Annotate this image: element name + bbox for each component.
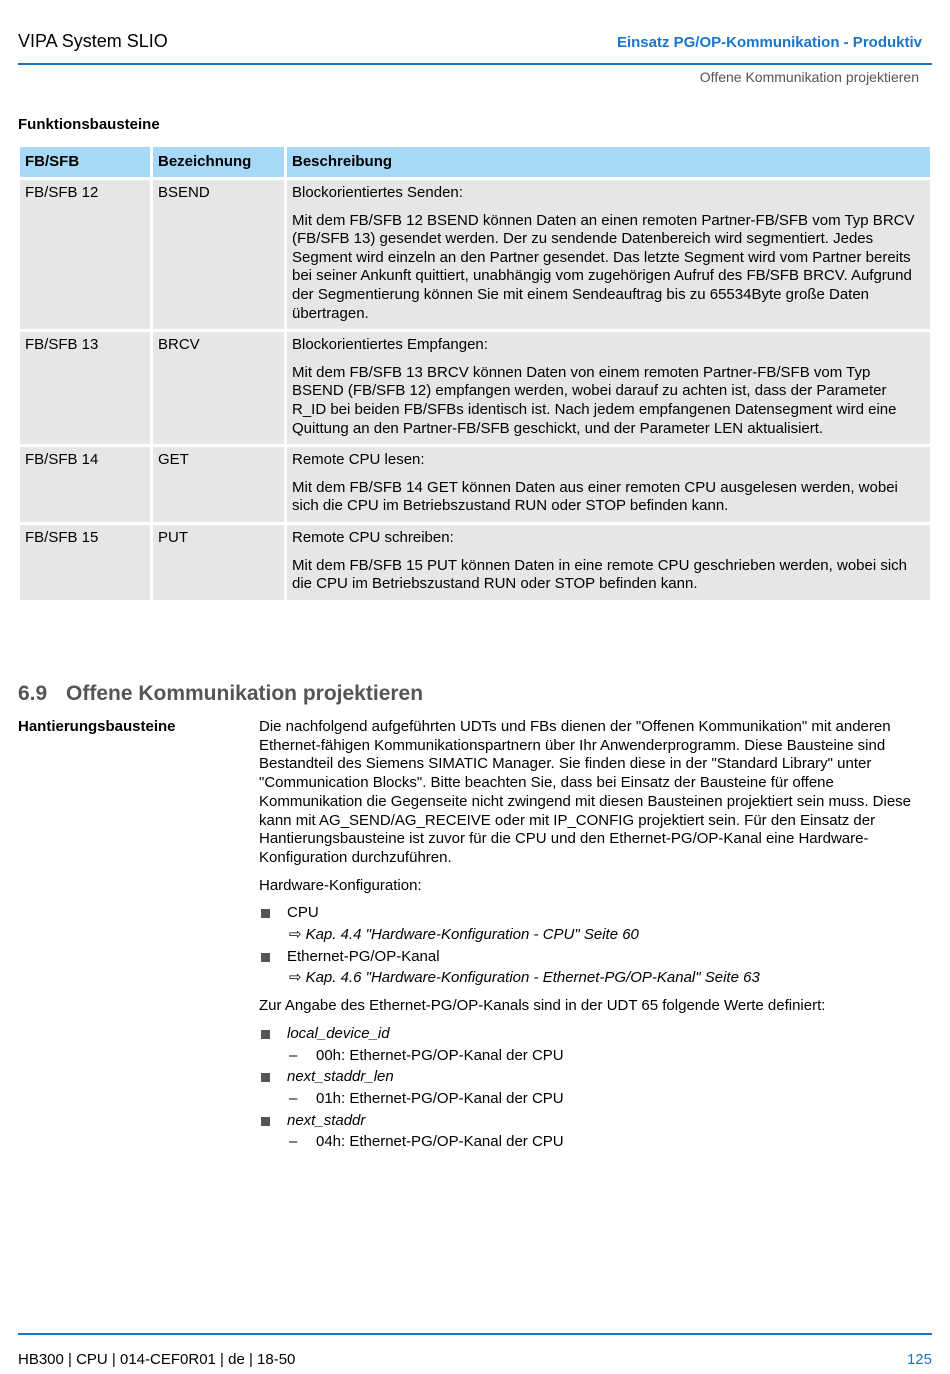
- side-label: Hantierungsbausteine: [18, 718, 176, 735]
- list-item: [259, 1068, 931, 1087]
- column-header-name: Bezeichnung: [153, 147, 284, 177]
- dash-bullet-icon: –: [289, 1046, 298, 1064]
- cross-reference-link[interactable]: [259, 969, 931, 988]
- cross-reference-link[interactable]: [259, 926, 931, 945]
- hw-config-label: Hardware-Konfiguration:: [259, 876, 422, 894]
- table-header-row: [20, 147, 930, 177]
- square-bullet-icon: [261, 1030, 270, 1039]
- footer-doc-info: HB300 | CPU | 014-CEF0R01 | de | 18-50: [18, 1351, 296, 1368]
- link-text[interactable]: Kap. 4.4 "Hardware-Konfiguration - CPU" Seite 60: [305, 926, 639, 944]
- cell-fb: FB/SFB 12: [20, 180, 150, 329]
- description-title: Blockorientiertes Empfangen:: [292, 336, 488, 354]
- cell-name: PUT: [153, 525, 284, 600]
- page-number: 125: [906, 1351, 932, 1368]
- sub-list-item: [259, 1047, 931, 1066]
- sub-list-item: [259, 1133, 931, 1152]
- list-item-label: Ethernet-PG/OP-Kanal: [287, 947, 440, 965]
- description-title: Remote CPU lesen:: [292, 451, 425, 469]
- cell-fb: FB/SFB 15: [20, 525, 150, 600]
- cell-description: [287, 447, 930, 522]
- description-body: Mit dem FB/SFB 12 BSEND können Daten an einen remoten Partner-FB/SFB vom Typ BRCV (FB/SFB 13) gesendet werden. Der zu sendende Datenbereich wird segmentiert. Jedes Segment wird einzeln an den Partner gesendet. Das letzte Segment wird vom Partner bereits bei seiner Ankunft quittiert, unabhängig vom zugehörigen Aufruf des FB/SFB BRCV. Aufgrund der Segmentierung können Sie mit einem Sendeauftrag bis zu 65534Byte große Daten übertragen.: [292, 211, 915, 322]
- chapter-title: Einsatz PG/OP-Kommunikation - Produktiv: [616, 34, 922, 51]
- list-item: [259, 948, 931, 967]
- cell-name: GET: [153, 447, 284, 522]
- square-bullet-icon: [261, 953, 270, 962]
- description-title: Blockorientiertes Senden:: [292, 184, 463, 201]
- description-body: Mit dem FB/SFB 13 BRCV können Daten von einem remoten Partner-FB/SFB vom Typ BSEND (FB/SFB 12) empfangen werden, wobei darauf zu achten ist, dass der Parameter R_ID bei beiden FB/SFBs identisch ist. Nach jedem empfangenen Datensegment wird eine Quittung an den Partner-FB/SFB geschickt, und der Parameter LEN aktualisiert.: [292, 363, 897, 437]
- list-item: [259, 1025, 931, 1044]
- function-block-table: [17, 144, 933, 603]
- footer-divider: [18, 1333, 932, 1335]
- list-item: [259, 904, 931, 923]
- doc-title: VIPA System SLIO: [18, 31, 168, 51]
- section-title: Offene Kommunikation projektieren: [66, 682, 424, 705]
- description-title: Remote CPU schreiben:: [292, 528, 454, 546]
- parameter-name: next_staddr_len: [287, 1068, 394, 1086]
- header-divider: [18, 63, 932, 65]
- parameter-value: 04h: Ethernet-PG/OP-Kanal der CPU: [316, 1133, 564, 1151]
- description-body: Mit dem FB/SFB 15 PUT können Daten in eine remote CPU geschrieben werden, wobei sich die CPU im Betriebszustand RUN oder STOP befinden kann.: [292, 556, 908, 593]
- column-header-description: Beschreibung: [287, 147, 930, 177]
- table-row: [20, 525, 930, 600]
- dash-bullet-icon: –: [289, 1133, 298, 1151]
- parameter-value: 00h: Ethernet-PG/OP-Kanal der CPU: [316, 1046, 564, 1064]
- dash-bullet-icon: –: [289, 1089, 298, 1107]
- intro-paragraph: Die nachfolgend aufgeführten UDTs und FBs dienen der "Offenen Kommunikation" mit anderen Ethernet-fähigen Kommunikationspartnern über Ihr Anwenderprogramm. Diese Bausteine sind Bestandteil des Siemens SIMATIC Manager. Sie finden diese in der "Standard Library" unter "Communication Blocks". Bitte beachten Sie, dass bei Einsatz der Bausteine für offene Kommunikation die Gegenseite nicht zwingend mit diesen Bausteinen projektiert sein muss. Diese kann mit AG_SEND/AG_RECEIVE oder mit IP_CONFIG projektiert sein. Für den Einsatz der Hantierungsbausteine ist zuvor für die CPU und den Ethernet-PG/OP-Kanal eine Hardware-Konfiguration durchzuführen.: [259, 718, 912, 866]
- section-number: 6.9: [18, 682, 48, 705]
- square-bullet-icon: [261, 1117, 270, 1126]
- list-item-label: CPU: [287, 904, 319, 922]
- column-header-fb: FB/SFB: [20, 147, 150, 177]
- sub-list-item: [259, 1090, 931, 1109]
- cell-fb: FB/SFB 14: [20, 447, 150, 522]
- table-row: [20, 180, 930, 329]
- cell-description: [287, 525, 930, 600]
- table-row: [20, 447, 930, 522]
- table-heading: Funktionsbausteine: [18, 116, 160, 133]
- cell-name: BSEND: [153, 180, 284, 329]
- square-bullet-icon: [261, 909, 270, 918]
- list-item: [259, 1112, 931, 1131]
- cell-description: [287, 180, 930, 329]
- description-body: Mit dem FB/SFB 14 GET können Daten aus einer remoten CPU ausgelesen werden, wobei sich die CPU im Betriebszustand RUN oder STOP befinden kann.: [292, 478, 898, 515]
- arrow-right-icon: ⇨: [289, 969, 302, 987]
- square-bullet-icon: [261, 1073, 270, 1082]
- udt-label: Zur Angabe des Ethernet-PG/OP-Kanals sind in der UDT 65 folgende Werte definiert:: [259, 997, 826, 1015]
- section-heading: [18, 682, 423, 706]
- cell-fb: FB/SFB 13: [20, 332, 150, 444]
- arrow-right-icon: ⇨: [289, 926, 302, 944]
- table-row: [20, 332, 930, 444]
- parameter-name: local_device_id: [287, 1024, 390, 1042]
- link-text[interactable]: Kap. 4.6 "Hardware-Konfiguration - Ethernet-PG/OP-Kanal" Seite 63: [305, 969, 760, 987]
- cell-description: [287, 332, 930, 444]
- section-subtitle: Offene Kommunikation projektieren: [699, 69, 919, 85]
- parameter-name: next_staddr: [287, 1111, 366, 1129]
- parameter-value: 01h: Ethernet-PG/OP-Kanal der CPU: [316, 1089, 564, 1107]
- section-body: [259, 718, 931, 1155]
- cell-name: BRCV: [153, 332, 284, 444]
